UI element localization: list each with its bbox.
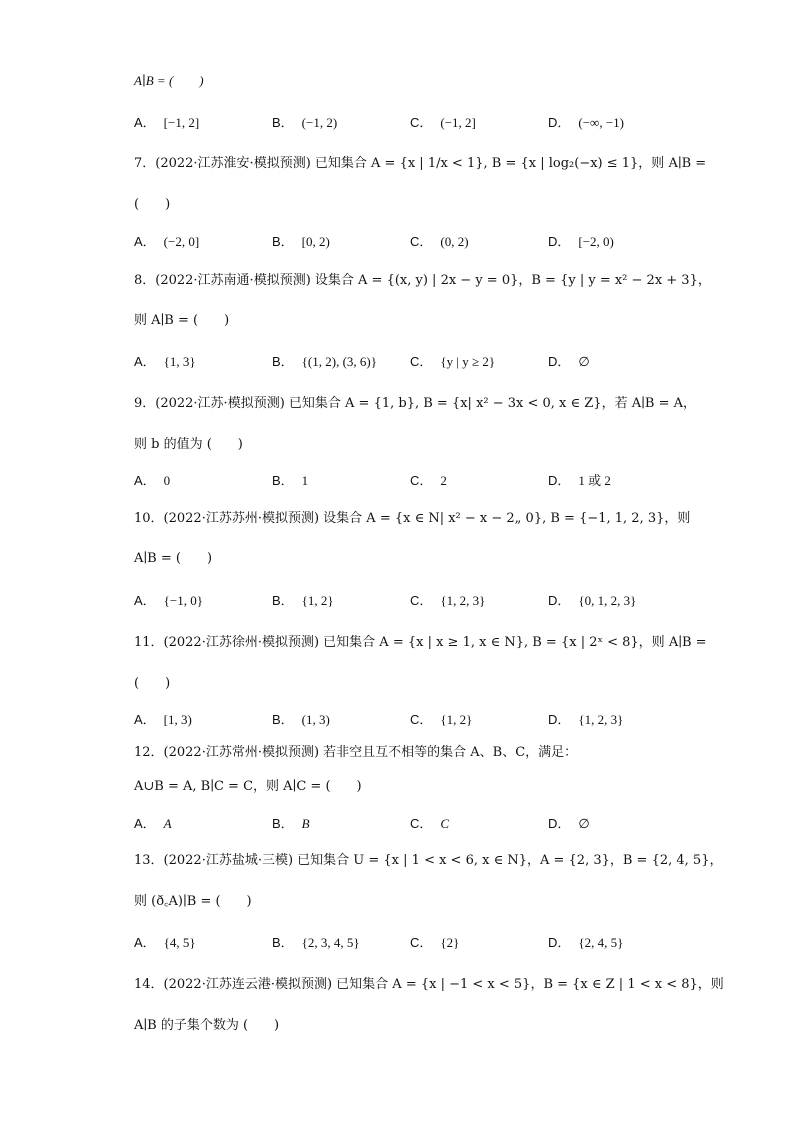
option-b[interactable] bbox=[272, 592, 334, 611]
option-label: D． bbox=[548, 593, 571, 608]
option-d[interactable] bbox=[548, 114, 624, 133]
option-label: C． bbox=[410, 115, 433, 130]
option-value: C bbox=[440, 816, 450, 831]
question-9-stem-cont: 则 b 的值为 ( ) bbox=[134, 437, 243, 452]
option-label: B． bbox=[272, 234, 294, 249]
option-b[interactable] bbox=[272, 233, 330, 252]
option-c[interactable] bbox=[410, 815, 449, 834]
option-d[interactable] bbox=[548, 815, 590, 834]
option-a[interactable] bbox=[134, 472, 170, 491]
question-7-stem-cont: ( ) bbox=[134, 197, 171, 212]
question-13-stem-cont: 则 (ð꜀A)∣B = ( ) bbox=[134, 894, 252, 909]
option-label: B． bbox=[272, 712, 294, 727]
option-label: D． bbox=[548, 712, 571, 727]
option-value: {y | y ≥ 2} bbox=[440, 354, 496, 369]
option-value: {2, 3, 4, 5} bbox=[301, 935, 360, 950]
option-label: B． bbox=[272, 473, 294, 488]
option-label: D． bbox=[548, 234, 571, 249]
option-label: B． bbox=[272, 816, 294, 831]
question-8-options bbox=[0, 353, 794, 371]
option-c[interactable] bbox=[410, 472, 447, 491]
option-label: B． bbox=[272, 354, 294, 369]
option-b[interactable] bbox=[272, 472, 308, 491]
question-7-stem: 7．(2022·江苏淮安·模拟预测) 已知集合 A = {x | 1/x < 1}, B = {x | log₂(−x) ≤ 1}，则 A∣B = bbox=[134, 156, 707, 171]
option-label: A． bbox=[134, 115, 156, 130]
option-value: ∅ bbox=[578, 354, 590, 369]
option-c[interactable] bbox=[410, 114, 476, 133]
option-c[interactable] bbox=[410, 592, 485, 611]
question-7-options bbox=[0, 233, 794, 251]
option-value: {−1, 0} bbox=[163, 593, 203, 608]
option-label: A． bbox=[134, 593, 156, 608]
option-value: [−1, 2] bbox=[163, 115, 200, 130]
question-10-stem-cont: A∣B = ( ) bbox=[134, 551, 213, 566]
option-label: C． bbox=[410, 354, 433, 369]
option-value: {1, 3} bbox=[163, 354, 196, 369]
option-a[interactable] bbox=[134, 353, 196, 372]
option-label: A． bbox=[134, 473, 156, 488]
option-label: A． bbox=[134, 712, 156, 727]
option-b[interactable] bbox=[272, 934, 360, 953]
option-label: C． bbox=[410, 712, 433, 727]
option-label: C． bbox=[410, 593, 433, 608]
option-b[interactable] bbox=[272, 815, 310, 834]
option-a[interactable] bbox=[134, 815, 172, 834]
option-b[interactable] bbox=[272, 353, 377, 372]
option-value: (1, 3) bbox=[301, 712, 330, 727]
option-label: D． bbox=[548, 354, 571, 369]
question-12-options bbox=[0, 815, 794, 833]
option-label: A． bbox=[134, 234, 156, 249]
option-value: ∅ bbox=[578, 816, 590, 831]
option-d[interactable] bbox=[548, 711, 623, 730]
option-value: {1, 2, 3} bbox=[440, 593, 486, 608]
option-a[interactable] bbox=[134, 711, 192, 730]
option-label: D． bbox=[548, 473, 571, 488]
option-value: {2} bbox=[440, 935, 460, 950]
question-8-stem: 8．(2022·江苏南通·模拟预测) 设集合 A = {(x, y) | 2x − y = 0}，B = {y | y = x² − 2x + 3}， bbox=[134, 273, 711, 288]
option-label: B． bbox=[272, 115, 294, 130]
option-a[interactable] bbox=[134, 233, 199, 252]
option-value: [−2, 0) bbox=[578, 234, 614, 249]
option-b[interactable] bbox=[272, 114, 337, 133]
question-11-options bbox=[0, 711, 794, 729]
option-value: {1, 2} bbox=[301, 593, 334, 608]
option-value: {0, 1, 2, 3} bbox=[578, 593, 637, 608]
question-11-stem-cont: ( ) bbox=[134, 676, 171, 691]
question-6-options bbox=[0, 114, 794, 132]
option-value: B bbox=[301, 816, 310, 831]
option-value: {1, 2} bbox=[440, 712, 473, 727]
option-c[interactable] bbox=[410, 711, 472, 730]
option-value: 2 bbox=[440, 473, 447, 488]
option-label: B． bbox=[272, 935, 294, 950]
option-label: D． bbox=[548, 115, 571, 130]
question-9-stem: 9．(2022·江苏·模拟预测) 已知集合 A = {1, b}, B = {x| x² − 3x < 0, x ∈ Z}，若 A∣B = A， bbox=[134, 396, 696, 411]
option-d[interactable] bbox=[548, 472, 611, 491]
option-value: (−∞, −1) bbox=[578, 115, 624, 130]
option-value: {(1, 2), (3, 6)} bbox=[301, 354, 377, 369]
option-label: A． bbox=[134, 816, 156, 831]
option-value: {4, 5} bbox=[163, 935, 196, 950]
option-d[interactable] bbox=[548, 353, 590, 372]
option-d[interactable] bbox=[548, 592, 636, 611]
option-c[interactable] bbox=[410, 934, 459, 953]
question-6-stem-end: A∣B = ( ) bbox=[134, 73, 204, 88]
option-label: A． bbox=[134, 354, 156, 369]
question-9-options bbox=[0, 472, 794, 490]
question-12-stem: 12．(2022·江苏常州·模拟预测) 若非空且互不相等的集合 A、B、C，满足： bbox=[134, 745, 578, 760]
option-a[interactable] bbox=[134, 114, 199, 133]
question-14-stem: 14．(2022·江苏连云港·模拟预测) 已知集合 A = {x | −1 < x < 5}，B = {x ∈ Z | 1 < x < 8}，则 bbox=[134, 977, 724, 992]
option-value: {1, 2, 3} bbox=[578, 712, 624, 727]
option-value: (0, 2) bbox=[440, 234, 469, 249]
option-label: C． bbox=[410, 935, 433, 950]
option-label: B． bbox=[272, 593, 294, 608]
option-label: D． bbox=[548, 935, 571, 950]
option-value: A bbox=[163, 816, 172, 831]
option-value: (−1, 2] bbox=[440, 115, 476, 130]
question-10-stem: 10．(2022·江苏苏州·模拟预测) 设集合 A = {x ∈ N| x² − x − 2„ 0}, B = {−1, 1, 2, 3}，则 bbox=[134, 511, 691, 526]
question-8-stem-cont: 则 A∣B = ( ) bbox=[134, 313, 230, 328]
option-label: D． bbox=[548, 816, 571, 831]
option-c[interactable] bbox=[410, 233, 469, 252]
option-value: {2, 4, 5} bbox=[578, 935, 624, 950]
option-value: 1 bbox=[301, 473, 309, 488]
option-d[interactable] bbox=[548, 934, 623, 953]
option-value: (−1, 2) bbox=[301, 115, 338, 130]
option-c[interactable] bbox=[410, 353, 495, 372]
option-label: A． bbox=[134, 935, 156, 950]
option-value: 1 或 2 bbox=[578, 473, 611, 488]
option-label: C． bbox=[410, 816, 433, 831]
question-11-stem: 11．(2022·江苏徐州·模拟预测) 已知集合 A = {x | x ≥ 1, x ∈ N}, B = {x | 2ˣ < 8}，则 A∣B = bbox=[134, 635, 707, 650]
question-13-options bbox=[0, 934, 794, 952]
question-10-options bbox=[0, 592, 794, 610]
option-value: (−2, 0] bbox=[163, 234, 200, 249]
option-b[interactable] bbox=[272, 711, 330, 730]
option-value: 0 bbox=[163, 473, 171, 488]
option-value: [0, 2) bbox=[301, 234, 330, 249]
question-12-stem-cont: A∪B = A, B∣C = C，则 A∣C = ( ) bbox=[134, 779, 362, 794]
option-value: [1, 3) bbox=[163, 712, 192, 727]
question-13-stem: 13．(2022·江苏盐城·三模) 已知集合 U = {x | 1 < x < 6, x ∈ N}，A = {2, 3}，B = {2, 4, 5}， bbox=[134, 853, 723, 868]
option-label: C． bbox=[410, 234, 433, 249]
option-a[interactable] bbox=[134, 592, 203, 611]
question-14-stem-cont: A∣B 的子集个数为 ( ) bbox=[134, 1018, 280, 1033]
option-label: C． bbox=[410, 473, 433, 488]
option-d[interactable] bbox=[548, 233, 614, 252]
option-a[interactable] bbox=[134, 934, 196, 953]
